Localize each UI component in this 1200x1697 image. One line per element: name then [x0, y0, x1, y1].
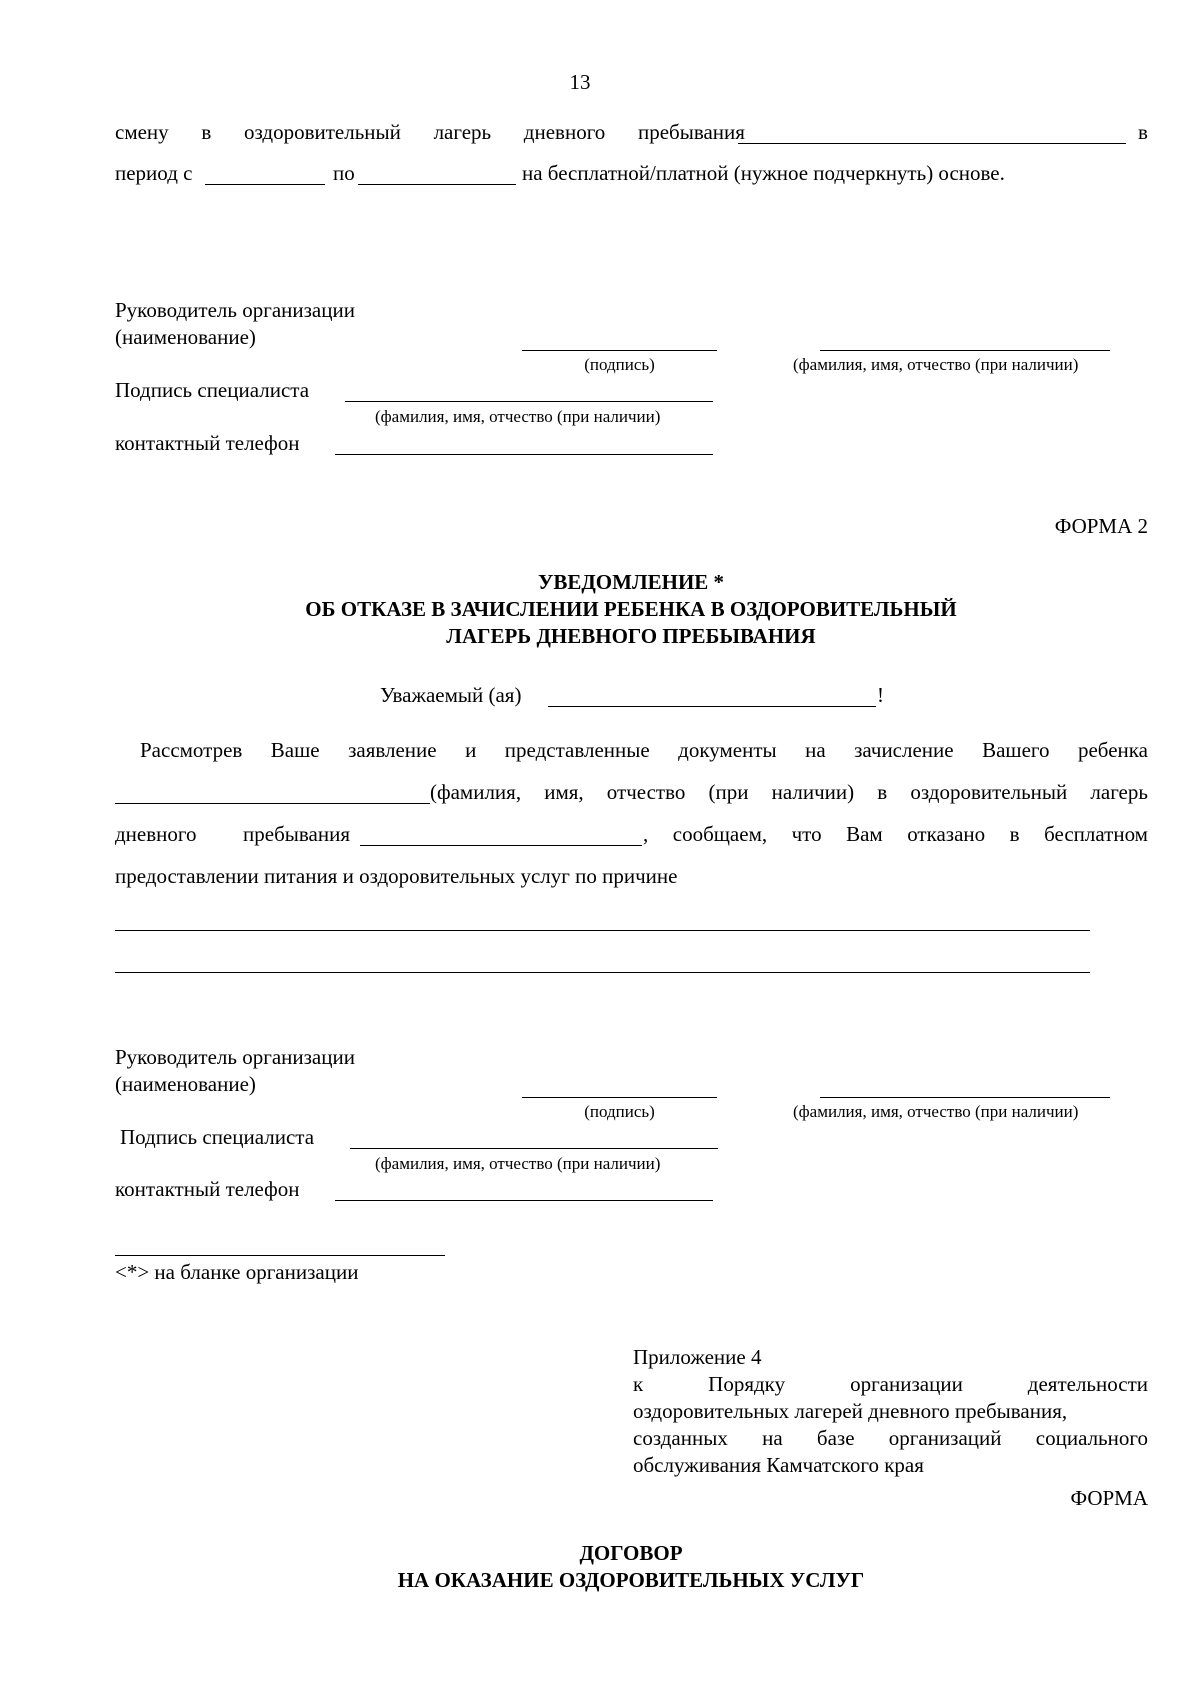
specialist-caption: (фамилия, имя, отчество (при наличии) — [375, 407, 661, 426]
word: Вам — [846, 822, 883, 846]
fullname-blank — [820, 350, 1110, 351]
phone-label: контактный телефон — [115, 431, 300, 455]
word: в — [201, 120, 212, 144]
camp-blank — [360, 845, 642, 846]
notice-subtitle-2: ЛАГЕРЬ ДНЕВНОГО ПРЕБЫВАНИЯ — [446, 624, 816, 648]
signature-blank — [522, 1097, 717, 1098]
word: на — [762, 1426, 783, 1450]
form-label: ФОРМА — [1070, 1486, 1148, 1510]
word: зачисление — [854, 738, 954, 762]
word: имя, — [544, 780, 584, 804]
contract-title: ДОГОВОР — [579, 1541, 683, 1565]
word: бесплатном — [1044, 822, 1148, 846]
word: оздоровительный — [243, 120, 401, 144]
word: созданных — [633, 1426, 728, 1450]
specialist-blank — [350, 1148, 718, 1149]
salutation-end: ! — [877, 683, 884, 707]
contract-subtitle: НА ОКАЗАНИЕ ОЗДОРОВИТЕЛЬНЫХ УСЛУГ — [397, 1568, 865, 1592]
word: наличии) — [771, 780, 855, 804]
signature-caption: (подпись) — [584, 355, 655, 374]
org-head-label: Руководитель организации — [115, 298, 355, 322]
notice-body-line-3a — [115, 822, 350, 846]
word: пребывания — [243, 822, 350, 846]
word: и — [465, 738, 477, 762]
word: в — [1009, 822, 1020, 846]
notice-subtitle: ОБ ОТКАЗЕ В ЗАЧИСЛЕНИИ РЕБЕНКА В ОЗДОРОВИТЕЛЬНЫЙ — [305, 597, 957, 621]
word: дневного — [115, 822, 197, 846]
specialist-signature-label: Подпись специалиста — [120, 1125, 315, 1149]
specialist-caption: (фамилия, имя, отчество (при наличии) — [375, 1154, 661, 1173]
word: (при — [708, 780, 749, 804]
signature-blank — [522, 350, 717, 351]
word: что — [791, 822, 822, 846]
word: сообщаем, — [672, 822, 768, 846]
appendix-line-4 — [633, 1426, 1148, 1450]
org-name-label: (наименование) — [115, 1072, 256, 1096]
appendix-line-5: обслуживания Камчатского края — [633, 1453, 924, 1477]
footnote-divider — [115, 1255, 445, 1256]
phone-blank — [335, 454, 713, 455]
fullname-caption: (фамилия, имя, отчество (при наличии) — [793, 355, 1079, 374]
period-to-label: по — [333, 161, 355, 185]
specialist-signature-label: Подпись специалиста — [115, 378, 310, 402]
footnote: <*> на бланке организации — [115, 1260, 359, 1284]
word: пребывания — [637, 120, 745, 144]
word: документы — [678, 738, 777, 762]
basis-text: на бесплатной/платной (нужное подчеркнуть) основе. — [522, 161, 1005, 185]
word: дневного — [523, 120, 606, 144]
top-line-1 — [115, 120, 745, 144]
fullname-caption: (фамилия, имя, отчество (при наличии) — [793, 1102, 1079, 1121]
reason-blank-1 — [115, 930, 1090, 931]
fullname-blank — [820, 1097, 1110, 1098]
phone-label: контактный телефон — [115, 1177, 300, 1201]
reason-blank-2 — [115, 972, 1090, 973]
notice-body-line-4: предоставлении питания и оздоровительных услуг по причине — [115, 864, 678, 888]
salutation: Уважаемый (ая) — [380, 683, 522, 707]
page-number: 13 — [569, 70, 591, 94]
camp-name-blank — [738, 143, 1126, 144]
word: на — [805, 738, 826, 762]
word: Порядку — [708, 1372, 786, 1396]
salutation-blank — [548, 706, 876, 707]
appendix-line-3: оздоровительных лагерей дневного пребывания, — [633, 1399, 1068, 1423]
word: лагерь — [433, 120, 492, 144]
word: ребенка — [1077, 738, 1148, 762]
word: заявление — [348, 738, 437, 762]
org-head-label: Руководитель организации — [115, 1045, 355, 1069]
signature-caption: (подпись) — [584, 1102, 655, 1121]
word: отчество — [606, 780, 686, 804]
notice-body-line-3b — [643, 822, 1148, 846]
word: организации — [850, 1372, 963, 1396]
word: базе — [816, 1426, 855, 1450]
form-label: ФОРМА 2 — [1054, 514, 1148, 538]
word: в — [877, 780, 888, 804]
word: оздоровительный — [910, 780, 1068, 804]
word: , — [643, 822, 649, 846]
word: Рассмотрев — [140, 738, 243, 762]
notice-body-line-1 — [140, 738, 1148, 762]
child-name-blank — [115, 803, 430, 804]
org-name-label: (наименование) — [115, 325, 256, 349]
phone-blank — [335, 1200, 713, 1201]
word: Ваше — [270, 738, 320, 762]
word: организаций — [888, 1426, 1002, 1450]
word: Вашего — [982, 738, 1050, 762]
word: смену — [115, 120, 169, 144]
appendix-line-2 — [633, 1372, 1148, 1396]
word: к — [633, 1372, 644, 1396]
word: отказано — [907, 822, 986, 846]
period-from-label: период с — [115, 161, 193, 185]
word: деятельности — [1027, 1372, 1148, 1396]
period-to-blank — [358, 184, 516, 185]
notice-body-line-2 — [430, 780, 1148, 804]
word: представленные — [504, 738, 650, 762]
specialist-blank — [345, 401, 713, 402]
period-from-blank — [205, 184, 325, 185]
word: лагерь — [1090, 780, 1148, 804]
appendix-label: Приложение 4 — [633, 1345, 762, 1369]
word: (фамилия, — [430, 780, 522, 804]
notice-title: УВЕДОМЛЕНИЕ * — [537, 570, 725, 594]
top-line-1-end: в — [1138, 120, 1148, 144]
word: социального — [1035, 1426, 1148, 1450]
